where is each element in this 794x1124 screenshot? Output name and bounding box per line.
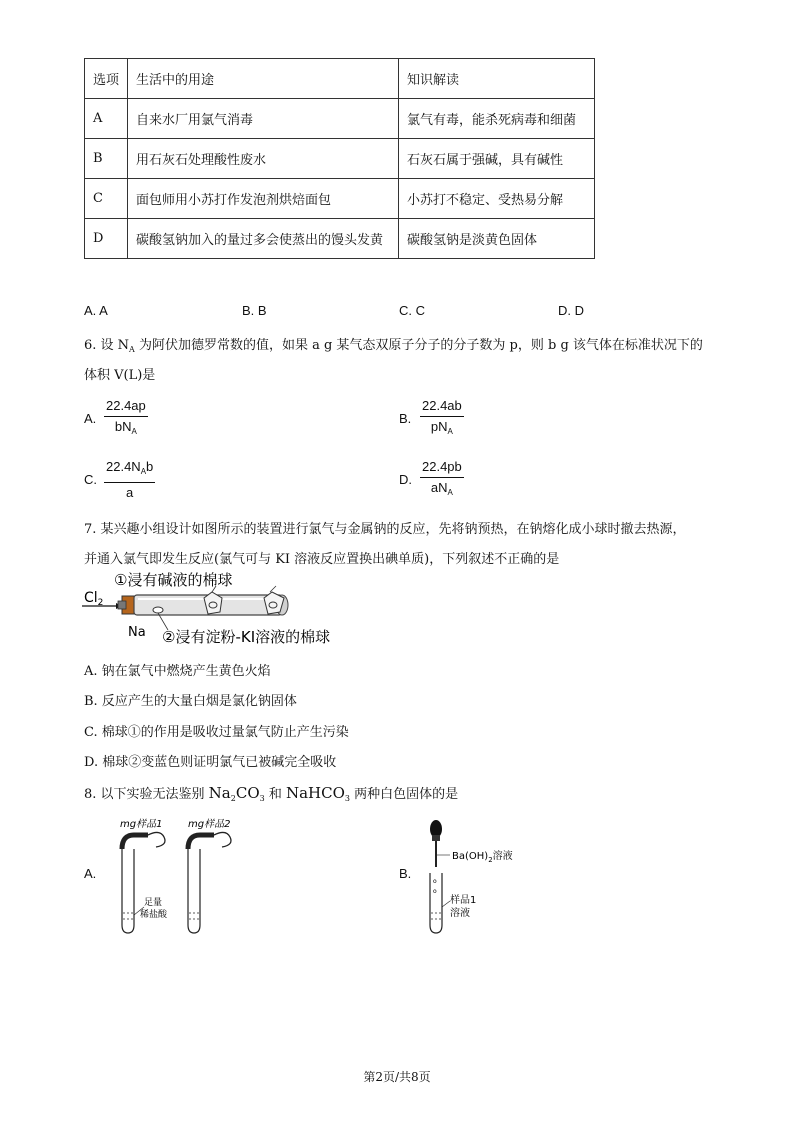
q6-option-d-fraction	[420, 459, 464, 501]
table-cell: 选项	[85, 59, 128, 99]
q8-option-a-figure	[104, 815, 264, 937]
q6-option-d-label: D.	[399, 472, 412, 487]
reagent-label: $Ba(OH)_2$溶液	[452, 851, 513, 864]
table-cell: B	[85, 139, 128, 179]
options-table	[84, 58, 595, 259]
formula-sub: 3	[344, 794, 351, 803]
table-cell: 用石灰石处理酸性废水	[128, 139, 399, 179]
acid-label-2: 稀盐酸	[140, 910, 168, 920]
q8-stem-mid: 和	[264, 787, 286, 802]
fraction-numerator	[104, 459, 155, 483]
sample2-label: mg样品2	[188, 819, 231, 830]
table-cell: 面包师用小苏打作发泡剂烘焙面包	[128, 179, 399, 219]
q7-stem-line1: 7. 某兴趣小组设计如图所示的装置进行氯气与金属钠的反应，先将钠预热，在钠熔化成小球时撤去热源，	[84, 522, 686, 537]
tube2-arm-icon	[188, 835, 214, 849]
q7-option-b: B. 反应产生的大量白烟是氯化钠固体	[84, 694, 297, 709]
test-tube-1-icon	[122, 849, 134, 933]
q6-option-c-fraction	[104, 459, 155, 501]
fraction-numerator: 22.4pb	[420, 459, 464, 478]
q5-choice-a: A. A	[84, 303, 108, 318]
table-cell: 碳酸氢钠是淡黄色固体	[399, 219, 595, 259]
cotton-label-2: ②浸有淀粉-KI溶液的棉球	[162, 628, 331, 646]
inlet-tube-icon	[118, 601, 126, 609]
num-text: 22.4N	[106, 459, 141, 474]
q6-stem-rest: 为阿伏加德罗常数的值，如果 a g 某气态双原子分子的分子数为 p，则 b g 该气体在标准状况下的	[134, 338, 703, 353]
tube1-arm-icon	[122, 835, 148, 849]
q8-stem-pre: 8. 以下实验无法鉴别	[84, 787, 209, 802]
q6-stem-line1	[84, 334, 703, 354]
table-row	[85, 139, 595, 179]
page-footer: 第2页/共8页	[363, 1070, 431, 1084]
fraction-numerator: 22.4ab	[420, 398, 464, 417]
sodium-bead-icon	[153, 607, 163, 613]
q8-option-a-label: A.	[84, 866, 97, 881]
sample-label: 样品1	[450, 895, 477, 906]
q6-option-a-fraction	[104, 398, 148, 440]
table-row	[85, 99, 595, 139]
q5-choice-c: C. C	[399, 303, 425, 318]
q7-option-a: A. 钠在氯气中燃烧产生黄色火焰	[84, 664, 271, 679]
q8-stem-post: 两种白色固体的是	[350, 787, 459, 802]
q6-stem-text: 6. 设 N	[84, 338, 130, 353]
formula-part: NaHCO	[285, 784, 345, 802]
den-sub: A	[131, 427, 137, 436]
q6-option-c-label: C.	[84, 472, 97, 487]
table-cell: 小苏打不稳定、受热易分解	[399, 179, 595, 219]
q6-option-b-label: B.	[399, 411, 412, 426]
gas-label: $Cl_2$	[84, 590, 104, 608]
den-text: pN	[430, 419, 448, 434]
q6-option-b-fraction	[420, 398, 464, 440]
q6-stem-sub: A	[129, 345, 135, 354]
formula-part: Na	[208, 784, 231, 802]
q8-stem	[84, 783, 458, 803]
q6-stem-line2: 体积 V(L)是	[84, 368, 156, 383]
sodium-label: Na	[128, 625, 146, 640]
fraction-denominator: a	[126, 485, 134, 500]
table-cell: D	[85, 219, 128, 259]
formula-sub: 2	[230, 794, 236, 803]
den-text: aN	[430, 480, 448, 495]
balloon1-icon	[148, 832, 165, 847]
q7-option-c: C. 棉球①的作用是吸收过量氯气防止产生污染	[84, 725, 349, 740]
test-tube-2-icon	[188, 849, 200, 933]
cotton-label-1: ①浸有碱液的棉球	[114, 571, 233, 589]
q6-option-a-label: A.	[84, 411, 97, 426]
formula-nahco3	[286, 784, 350, 802]
acid-label-1: 足量	[144, 898, 163, 908]
table-header-row	[85, 59, 595, 99]
table-row	[85, 219, 595, 259]
formula-na2co3	[209, 784, 265, 802]
fraction-denominator	[431, 417, 453, 440]
den-sub: A	[447, 488, 453, 497]
q8-option-b-label: B.	[399, 866, 412, 881]
table-cell: A	[85, 99, 128, 139]
fraction-numerator: 22.4ap	[104, 398, 148, 417]
num-sub: A	[140, 467, 147, 476]
table-cell: 碳酸氢钠加入的量过多会使蒸出的馒头发黄	[128, 219, 399, 259]
q7-stem-line2: 并通入氯气即发生反应(氯气可与 KI 溶液反应置换出碘单质)，下列叙述不正确的是	[84, 552, 560, 567]
sample1-label: mg样品1	[120, 819, 163, 830]
table-cell: 生活中的用途	[128, 59, 399, 99]
q7-option-d: D. 棉球②变蓝色则证明氯气已被碱完全吸收	[84, 755, 337, 770]
solution-label: 溶液	[450, 908, 470, 919]
table-cell: 知识解读	[399, 59, 595, 99]
table-row	[85, 179, 595, 219]
fraction-denominator	[115, 417, 137, 440]
table-cell: 自来水厂用氯气消毒	[128, 99, 399, 139]
formula-part: CO	[235, 784, 260, 802]
bubble-mark: ο	[433, 888, 437, 895]
table-cell: C	[85, 179, 128, 219]
dropper-neck-icon	[432, 835, 440, 841]
table-cell: 石灰石属于强碱，具有碱性	[399, 139, 595, 179]
q7-apparatus-figure	[80, 568, 380, 646]
formula-sub: 3	[259, 794, 265, 803]
table-cell: 氯气有毒，能杀死病毒和细菌	[399, 99, 595, 139]
bubble-mark: ο	[433, 878, 437, 885]
q5-choice-d: D. D	[558, 303, 584, 318]
q8-option-b-figure	[418, 815, 568, 937]
num-tail: b	[146, 459, 154, 474]
q5-choice-b: B. B	[242, 303, 267, 318]
den-sub: A	[447, 427, 453, 436]
balloon2-icon	[214, 832, 231, 847]
den-text: bN	[114, 419, 132, 434]
fraction-denominator	[431, 478, 453, 501]
